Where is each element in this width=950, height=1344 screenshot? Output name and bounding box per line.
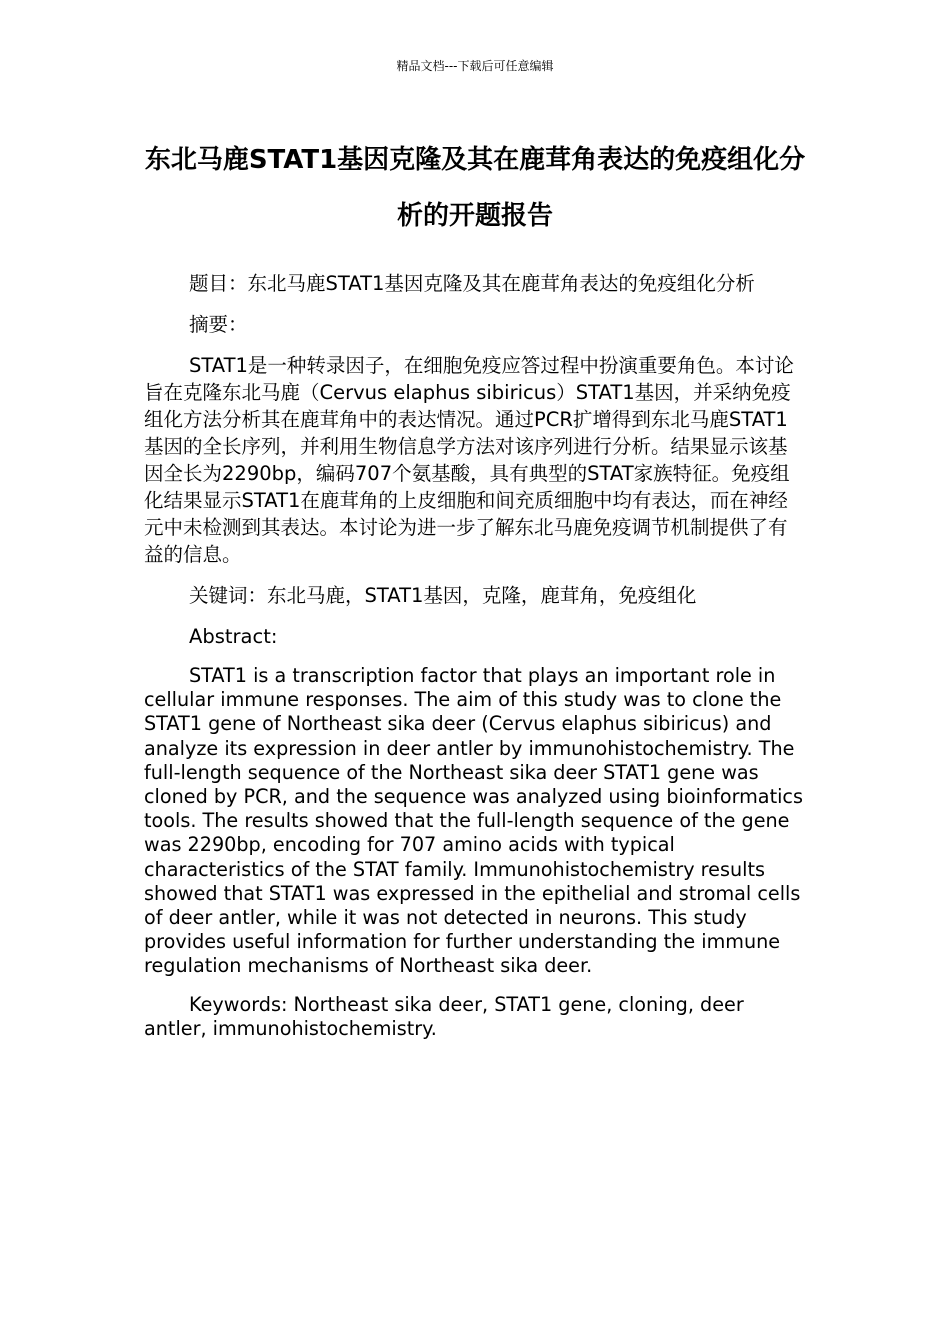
- document-title: 东北马鹿STAT1基因克隆及其在鹿茸角表达的免疫组化分析的开题报告: [144, 145, 806, 231]
- keywords-en: Keywords: Northeast sika deer, STAT1 gene, cloning, deer antler, immunohistochemistry.: [144, 992, 744, 1040]
- topic-line: 题目：东北马鹿STAT1基因克隆及其在鹿茸角表达的免疫组化分析: [189, 272, 755, 295]
- abstract-cn-paragraph: STAT1是一种转录因子，在细胞免疫应答过程中扮演重要角色。本讨论旨在克隆东北马鹿（Cervus elaphus sibiricus）STAT1基因，并采纳免疫组化方法分析其在鹿茸角中的表达情况。通过PCR扩增得到东北马鹿STAT1基因的全长序列，并利用生物信息学方法对该序列进行分析。结果显示该基因全长为2290bp，编码707个氨基酸，具有典型的STAT家族特征。免疫组化结果显示STAT1在鹿茸角的上皮细胞和间充质细胞中均有表达，而在神经元中未检测到其表达。本讨论为进一步了解东北马鹿免疫调节机制提供了有益的信息。: [144, 354, 794, 566]
- keywords-cn: 关键词：东北马鹿，STAT1基因，克隆，鹿茸角，免疫组化: [189, 584, 697, 607]
- abstract-en-label: Abstract:: [189, 625, 278, 648]
- document-body: [144, 270, 806, 1055]
- abstract-cn-label: 摘要：: [189, 313, 248, 336]
- header-note: 精品文档---下载后可任意编辑: [396, 59, 554, 73]
- abstract-en-paragraph: STAT1 is a transcription factor that plays an important role in cellular immune responses. The aim of this study was to clone the STAT1 gene of Northeast sika deer (Cervus elaphus sibiricus) and analyze its expression in deer antler by immunohistochemistry. The full-length sequence of the Northeast sika deer STAT1 gene was cloned by PCR, and the sequence was analyzed using bioinformatics tools. The results showed that the full-length sequence of the gene was 2290bp, encoding for 707 amino acids with typical characteristics of the STAT family. Immunohistochemistry results showed that STAT1 was expressed in the epithelial and stromal cells of deer antler, while it was not detected in neurons. This study provides useful information for further understanding the immune regulation mechanisms of Northeast sika deer.: [144, 664, 803, 978]
